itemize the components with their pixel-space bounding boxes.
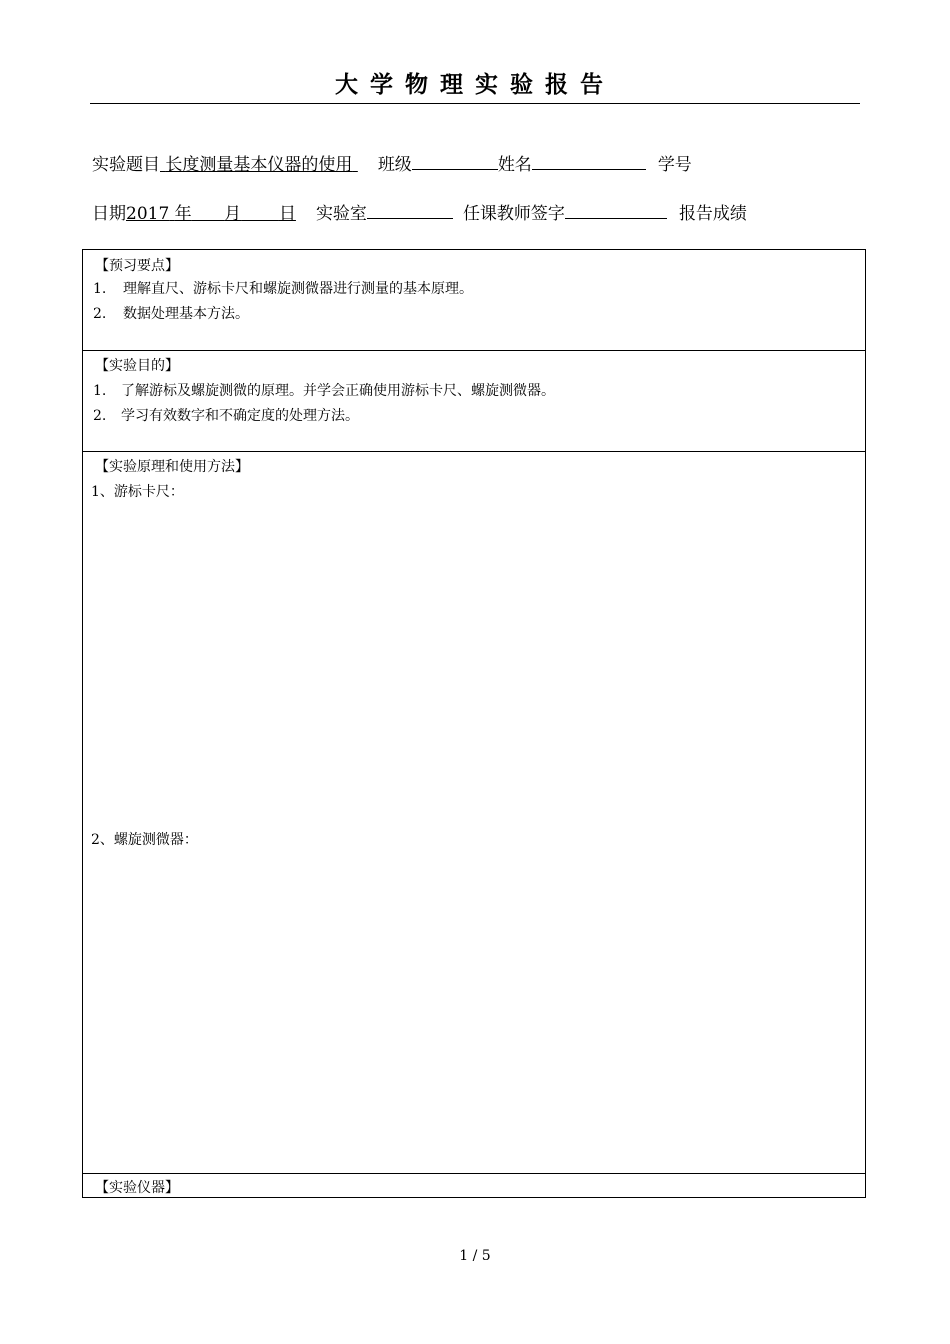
section-preview [83,250,865,350]
name-field[interactable] [532,151,646,170]
class-label: 班级 [377,155,412,175]
date-field[interactable] [126,204,296,224]
preview-item: 2. 数据处理基本方法。 [93,306,249,322]
section-instruments [83,1173,865,1197]
header-row-2 [92,199,747,224]
section-purpose [83,350,865,451]
grade-label: 报告成绩 [678,204,747,224]
header-row-1 [92,150,692,175]
lab-field[interactable] [367,200,453,219]
date-year: 2017 [126,204,170,224]
purpose-item: 2. 学习有效数字和不确定度的处理方法。 [93,408,359,424]
student-id-label: 学号 [657,155,692,175]
principle-vernier-caliper: 1、游标卡尺： [91,484,184,500]
section-principle-title: 【实验原理和使用方法】 [95,459,249,475]
class-field[interactable] [412,151,498,170]
report-table [82,249,866,1198]
topic-label: 实验题目 [92,155,160,175]
teacher-label: 任课教师签字 [462,204,565,224]
date-month-unit: 月 [224,204,242,224]
teacher-signature-field[interactable] [565,200,667,219]
report-title: 大学物理实验报告 [335,72,615,98]
name-label: 姓名 [497,155,532,175]
lab-label: 实验室 [315,204,367,224]
preview-item: 1. 理解直尺、游标卡尺和螺旋测微器进行测量的基本原理。 [93,281,473,297]
page-number: 1 / 5 [459,1248,491,1264]
topic-value[interactable]: 长度测量基本仪器的使用 [165,155,353,175]
date-label: 日期 [92,204,126,224]
section-preview-title: 【预习要点】 [95,258,179,274]
date-day-unit: 日 [278,204,296,224]
section-instruments-title: 【实验仪器】 [95,1180,179,1196]
title-underline [90,103,860,104]
principle-micrometer: 2、螺旋测微器： [91,832,198,848]
date-year-unit: 年 [174,204,192,224]
section-purpose-title: 【实验目的】 [95,358,179,374]
section-principle [83,451,865,1173]
purpose-item: 1. 了解游标及螺旋测微的原理。并学会正确使用游标卡尺、螺旋测微器。 [93,383,555,399]
